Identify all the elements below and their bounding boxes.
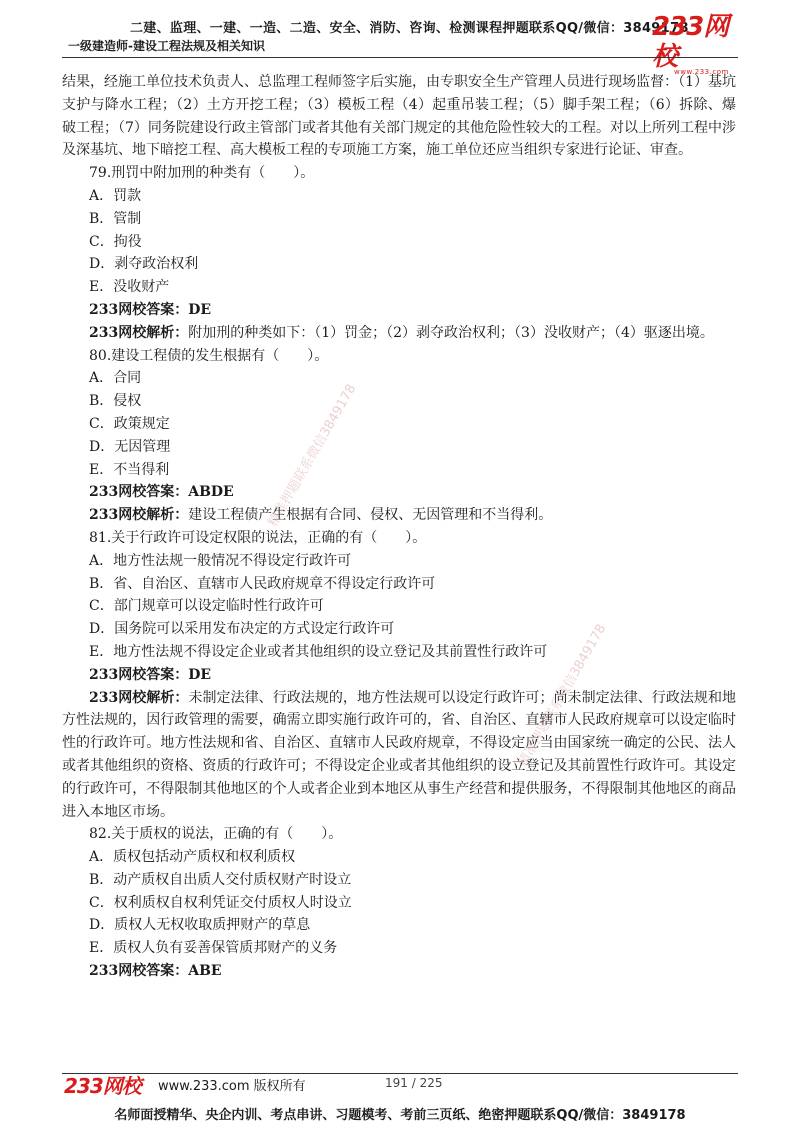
- footer-contact-line: 名师面授精华、央企内训、考点串讲、习题模考、考前三页纸、绝密押题联系QQ/微信：3849178: [114, 1108, 686, 1123]
- option-a: A．合同: [89, 370, 142, 387]
- brand-logo-text: 233网校: [652, 12, 729, 72]
- option-a: A．罚款: [89, 187, 142, 204]
- question-79: [62, 162, 736, 344]
- analysis: [62, 504, 736, 527]
- option-b: B．省、自治区、直辖市人民政府规章不得设定行政许可: [89, 575, 436, 592]
- footer-logo: 233网校: [64, 1074, 141, 1098]
- footer-copyright: www.233.com 版权所有: [158, 1079, 306, 1094]
- watermark: 精准押题联系微信3849178: [515, 621, 610, 770]
- header-divider: [62, 57, 738, 58]
- option-a: A．地方性法规一般情况不得设定行政许可: [89, 552, 352, 569]
- brand-logo-url: www.233.com: [674, 68, 729, 76]
- analysis-text: 附加刑的种类如下：（1）罚金；（2）剥夺政治权利；（3）没收财产；（4）驱逐出境。: [188, 324, 714, 341]
- option-b: B．侵权: [89, 393, 142, 410]
- option-e: E．质权人负有妥善保管质邦财产的义务: [89, 940, 338, 957]
- document-body: [62, 71, 736, 983]
- answer: 233网校答案：ABE: [89, 963, 222, 980]
- option-d: D．无因管理: [89, 438, 171, 455]
- option-e: E．没收财产: [89, 279, 170, 296]
- question-stem: 81.关于行政许可设定权限的说法，正确的有（ ）。: [89, 529, 427, 546]
- option-b: B．管制: [89, 210, 142, 227]
- option-a: A．质权包括动产质权和权利质权: [89, 849, 296, 866]
- analysis-text: 建设工程债产生根据有合同、侵权、无因管理和不当得利。: [188, 507, 553, 524]
- option-c: C．政策规定: [89, 415, 170, 432]
- answer: 233网校答案：ABDE: [89, 484, 234, 501]
- answer: 233网校答案：DE: [89, 301, 212, 318]
- answer: 233网校答案：DE: [89, 666, 212, 683]
- analysis-label: 233网校解析：: [89, 507, 189, 524]
- header-contact-line: 二建、监理、一建、一造、二造、安全、消防、咨询、检测课程押题联系QQ/微信：3849178: [130, 21, 689, 36]
- question-stem: 79.刑罚中附加刑的种类有（ ）。: [89, 165, 315, 182]
- question-80: [62, 345, 736, 527]
- watermark: 精准押题联系微信3849178: [265, 381, 360, 530]
- option-c: C．拘役: [89, 233, 142, 250]
- question-stem: 80.建设工程债的发生根据有（ ）。: [89, 347, 329, 364]
- brand-logo: [652, 12, 742, 76]
- intro-paragraph: 结果，经施工单位技术负责人、总监理工程师签字后实施，由专职安全生产管理人员进行现场监督：（1）基坑支护与降水工程；（2）土方开挖工程；（3）模板工程（4）起重吊装工程；（5）脚手架工程；（6）拆除、爆破工程；（7）同务院建设行政主管部门或者其他有关部门规定的其他危险性较大的工程。对以上所列工程中涉及深基坑、地下暗挖工程、高大模板工程的专项施工方案，施工单位还应当组织专家进行论证、审查。: [62, 74, 736, 159]
- page-header: [0, 0, 800, 76]
- question-82: [62, 823, 736, 983]
- question-stem: 82.关于质权的说法，正确的有（ ）。: [89, 826, 343, 843]
- analysis-text: 未制定法律、行政法规的，地方性法规可以设定行政许可；尚未制定法律、行政法规和地方性法规的，因行政管理的需要，确需立即实施行政许可的，省、自治区、直辖市人民政府规章可以设定临时性的行政许可。地方性法规和省、自治区、直辖市人民政府规章，不得设定应当由国家统一确定的公民、法人或者其他组织的资格、资质的行政许可；不得设定企业或者其他组织的设立登记及其前置性行政许可。其设定的行政许可，不得限制其他地区的个人或者企业到本地区从事生产经营和提供服务，不得限制其他地区的商品进入本地区市场。: [62, 689, 736, 820]
- analysis: [62, 322, 736, 345]
- option-b: B．动产质权自出质人交付质权财产时设立: [89, 871, 352, 888]
- header-subtitle: 一级建造师-建设工程法规及相关知识: [68, 39, 265, 53]
- option-d: D．质权人无权收取质押财产的草息: [89, 917, 311, 934]
- page-number: 191 / 225: [385, 1076, 443, 1090]
- footer-divider: [62, 1073, 738, 1074]
- option-e: E．地方性法规不得设定企业或者其他组织的设立登记及其前置性行政许可: [89, 643, 548, 660]
- analysis-label: 233网校解析：: [89, 324, 189, 341]
- analysis: [62, 687, 736, 824]
- option-e: E．不当得利: [89, 461, 170, 478]
- question-81: [62, 527, 736, 823]
- option-c: C．部门规章可以设定临时性行政许可: [89, 598, 324, 615]
- option-c: C．权利质权自权利凭证交付质权人时设立: [89, 894, 352, 911]
- analysis-label: 233网校解析：: [89, 689, 189, 706]
- option-d: D．剥夺政治权利: [89, 256, 199, 273]
- option-d: D．国务院可以采用发布决定的方式设定行政许可: [89, 621, 395, 638]
